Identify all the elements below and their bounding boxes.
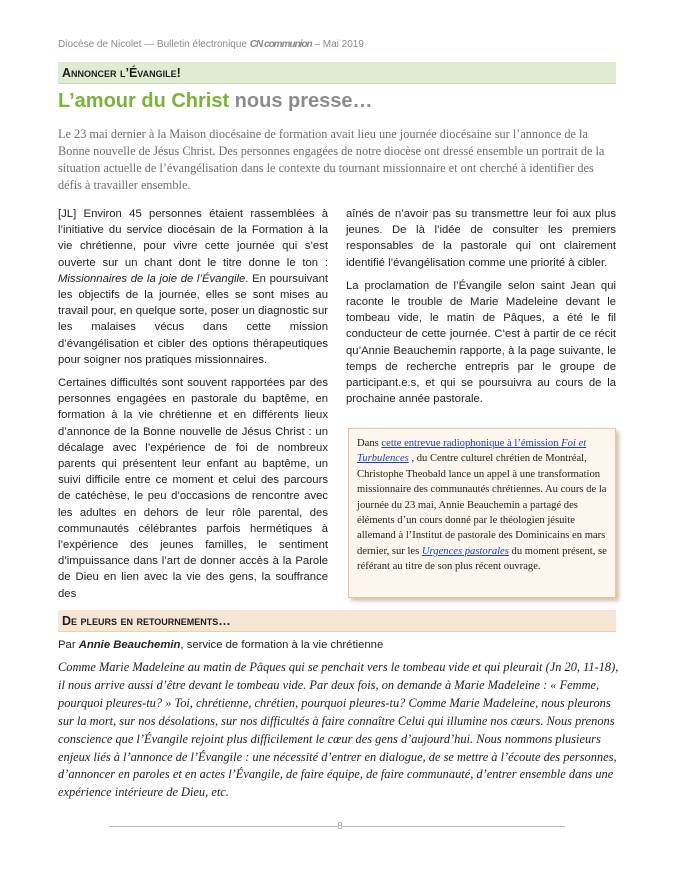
author-initials: [JL] [58,208,77,220]
title-part-grey: nous presse… [229,90,373,112]
left-column [58,206,328,609]
byline-par: Par [58,639,79,651]
link1-text: cette entrevue radiophonique à l’émission [381,438,562,449]
song-title: Missionnaires de la joie de l’Évangile [58,272,246,285]
page-number: 8 [337,821,343,832]
article-title [58,90,373,113]
left-p1-text-b: . En poursuivant les objectifs de la journée, elles se sont mises au travail pour, en quelque sorte, poser un diagnostic sur les malaises vécus dans cette mission d’évangélisation et cibler des options thérapeutiques pour soigner nos pratiques missionnaires. [58,272,329,366]
meditation-text: Comme Marie Madeleine au matin de Pâques qui se penchait vers le tombeau vide et qui pleurait (Jn 20, 11-18), il nous arrive aussi d’être devant le tombeau vide. Par deux fois, on demande à Marie Madeleine : « Femme, pourquoi pleures-tu? » Toi, chrétienne, chrétien, pourquoi pleures-tu? Comme Marie Madeleine, nous pleurons sur la mort, sur nos désolations, sur nos difficultés à faire connaître Celui qui illumine nos cœurs. Nous prenons conscience que l’Évangile rejoint plus difficilement le cœur des gens d’aujourd’hui. Nous nommons plusieurs enjeux liés à l’annonce de l’Évangile : une nécessité d’entrer en dialogue, de se mettre à l’écoute des personnes, d’annoncer en paroles et en actes l’Évangile, de faire équipe, de faire communauté, d’entrer ensemble dans une expérience intérieure de Dieu, etc. [58,660,619,800]
left-p1-text-a: Environ 45 personnes étaient rassemblées à l’initiative du service diocésain de la Formation à la vie chrétienne, pour vivre cette journée qui s’est ouverte sur un chant dont le titre donne le ton : [58,208,328,269]
link1-italic: Foi et Turbulences [357,438,587,465]
section-heading-annoncer: Annoncer l’Évangile! [58,62,616,84]
sidebar-box [348,428,616,598]
box-lead: Dans [357,438,382,449]
right-paragraph-1: aînés de n’avoir pas su transmettre leur foi aux plus jeunes. De là l’idée de consulter les premiers responsables de la pastorale qui ont clairement identifié l’évangélisation comme une priorité à cibler. [346,208,616,269]
footer-rule-right [343,826,565,827]
page-footer [104,821,570,832]
byline-role: , service de formation à la vie chrétienne [180,639,384,651]
section-heading-pleurs: De pleurs en retournements… [58,610,616,632]
header-text: Diocèse de Nicolet — Bulletin électronique [58,39,250,50]
urgences-pastorales-link[interactable]: Urgences pastorales [421,545,509,557]
header-date: – Mai 2019 [311,39,364,50]
footer-rule-left [109,826,337,827]
byline [58,639,616,651]
left-paragraph-1 [58,206,328,368]
article-intro: Le 23 mai dernier à la Maison diocésaine de formation avait lieu une journée diocésaine sur l’annonce de la Bonne nouvelle de Jésus Christ. Des personnes engagées de notre diocèse ont dressé ensemble un portrait de la situation actuelle de l’évangélisation dans le contexte du tournant missionnaire et ont cherché à identifier des défis à travailler ensemble. [58,127,605,192]
title-part-green: L’amour du Christ [58,90,230,112]
right-column [346,206,616,414]
byline-author: Annie Beauchemin [78,639,181,651]
box-text-1: , du Centre culturel chrétien de Montréal, Christophe Theobald lance un appel à une transformation missionnaire des communautés chrétiennes. Au cours de la journée du 23 mai, Annie Beauchemin a partagé des éléments d’un cours donné par le théologien jésuite allemand à l’Institut de pastorale des Dominicains en mars dernier, sur les [357,453,607,557]
communion-logo: CN communion [249,39,312,50]
left-paragraph-2: Certaines difficultés sont souvent rapportées par des personnes engagées en pastorale du baptême, en formation à la vie chrétienne et en différents lieux d’annonce de la Bonne nouvelle de Jésus Christ : un décalage avec l’expérience de foi de nombreux parents qui présentent leur enfant au baptême, un suivi difficile entre ce moment et celui des parcours de catéchèse, le peu d’occasions de rencontre avec les adultes en dehors de leur rôle parental, des communautés célébrantes parfois hermétiques à l’expérience des jeunes familles, le sentiment d’impuissance dans l’art de donner accès à la Parole de Dieu en lien avec la vie des gens, la souffrance des [58,377,328,600]
right-paragraph-2: La proclamation de l’Évangile selon saint Jean qui raconte le trouble de Marie Madeleine devant le tombeau vide, le matin de Pâques, a été le fil conducteur de cette journée. C’est à partir de ce récit qu’Annie Beauchemin rapporte, à la page suivante, le temps de recherche entrepris par le groupe de participant.e.s, et qui se poursuivra au cours de la prochaine année pastorale. [346,279,616,406]
page-header [58,39,364,50]
box-text-2: du moment présent, se référant au titre de son plus récent ouvrage. [357,545,607,573]
